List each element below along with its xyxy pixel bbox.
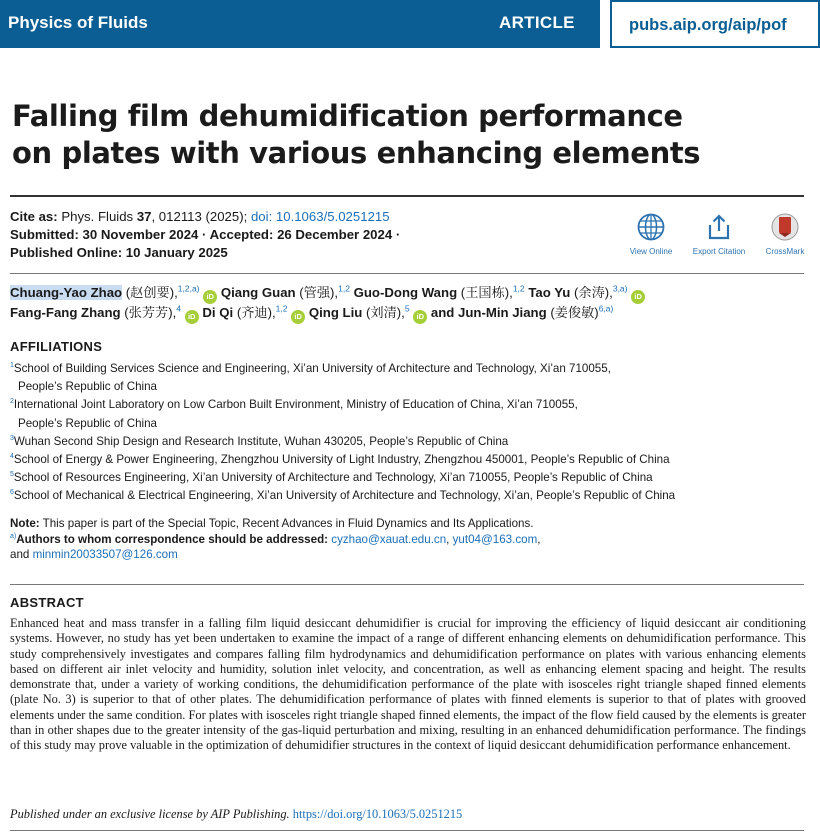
globe-icon xyxy=(636,212,666,242)
author-name[interactable]: and Jun-Min Jiang xyxy=(430,305,547,320)
affiliation-item xyxy=(10,360,810,396)
author-cn-name: (王国栋), xyxy=(457,285,513,300)
title-line: Falling film dehumidification performance xyxy=(12,99,683,133)
note-text: This paper is part of the Special Topic, Recent Advances in Fluid Dynamics and Its Applications. xyxy=(39,517,534,530)
affiliation-text-cont: People’s Republic of China xyxy=(18,380,158,394)
email-link[interactable]: minmin20033507@126.com xyxy=(32,548,178,561)
author-name[interactable]: Guo-Dong Wang xyxy=(353,285,458,300)
author-affil-sup: 5 xyxy=(404,303,410,314)
journal-header-bar xyxy=(0,0,600,48)
author-cn-name: (余涛), xyxy=(570,285,613,300)
author-name[interactable]: Tao Yu xyxy=(528,285,571,300)
affiliation-item xyxy=(10,433,810,451)
divider xyxy=(10,830,804,831)
affiliations-heading: AFFILIATIONS xyxy=(10,339,103,354)
affiliation-item xyxy=(10,396,810,432)
doi-link[interactable]: doi: 10.1063/5.0251215 xyxy=(250,209,390,224)
author-cn-name: (齐迪), xyxy=(233,305,276,320)
author-name[interactable]: Di Qi xyxy=(202,305,234,320)
affiliation-text: Wuhan Second Ship Design and Research Institute, Wuhan 430205, People’s Republic of China xyxy=(13,434,509,448)
abstract-heading: ABSTRACT xyxy=(10,595,84,610)
author-name[interactable]: Chuang-Yao Zhao xyxy=(10,285,123,300)
email-link[interactable]: cyzhao@xauat.edu.cn xyxy=(331,532,447,546)
accepted-date: 26 December 2024 xyxy=(277,227,393,242)
article-title xyxy=(12,98,732,172)
affiliation-item xyxy=(10,451,810,469)
author-affil-sup: 1,2,a) xyxy=(177,283,200,294)
orcid-icon[interactable]: iD xyxy=(291,310,305,324)
orcid-icon[interactable]: iD xyxy=(185,310,199,324)
accepted-label: Accepted: xyxy=(209,227,274,242)
correspondence-label: Authors to whom correspondence should be addressed: xyxy=(16,532,329,546)
view-online-label: View Online xyxy=(629,247,673,256)
author-affil-sup: 1,2 xyxy=(512,283,525,294)
affiliation-text: School of Building Services Science and Engineering, Xi’an University of Architecture and Technology, Xi’an 710055, xyxy=(13,362,611,375)
affiliation-text-cont: People’s Republic of China xyxy=(18,416,158,430)
author-cn-name: (赵创要), xyxy=(122,285,178,300)
citation-block: Cite as: Phys. Fluids 37, 012113 (2025); doi: 10.1063/5.0251215 Submitted: 30 November 2024 · Accepted: 26 December 2024 · Published Online: 10 January 2025 xyxy=(10,209,401,260)
author-cn-name: (张芳芳), xyxy=(120,305,177,320)
divider xyxy=(10,273,804,274)
abstract-text: Enhanced heat and mass transfer in a falling film liquid desiccant dehumidifier is crucial for improving the efficiency of liquid desiccant air conditioning systems. However, no study has yet been undertaken to examine the impact of a range of different enhancing elements on dehumidification performance. This study comprehensively investigates and compares falling film hydrodynamics and dehumidification performance on plates with various enhancing elements based on different air inlet velocity and humidity, solution inlet velocity, and concentration, as well as enhancing element spacing and height. The results demonstrate that, under a variety of working conditions, the dehumidification performance of the plate with isosceles right triangle shaped finned elements (plate No. 3) is superior to that of other plates. The dehumidification performance of plates with finned elements is superior to that of plates with grooved elements under the same condition. For plates with isosceles right triangle shaped finned elements, the impact of the flow field caused by the elements is greater than in other shapes due to the greater intensity of the gas-liquid perturbation and mixing, resulting in an enhanced dehumidification performance. The findings of this study may prove valuable in the optimization of dehumidifier structures in the context of liquid desiccant dehumidification performance enhancement. xyxy=(10,616,806,753)
author-name[interactable]: Fang-Fang Zhang xyxy=(10,305,121,320)
cite-journal: Phys. Fluids xyxy=(61,209,134,224)
affiliation-text: School of Energy & Power Engineering, Zhengzhou University of Light Industry, Zhengzhou 450001, People’s Republic of China xyxy=(13,453,670,467)
export-citation-button[interactable] xyxy=(684,212,754,256)
author-affil-sup: 1,2 xyxy=(275,303,288,314)
author-affil-sup: 4 xyxy=(176,303,182,314)
view-online-button[interactable] xyxy=(616,212,686,256)
affiliation-item xyxy=(10,469,810,487)
cite-rest: , 012113 (2025); xyxy=(151,209,248,224)
affiliation-number: 4 xyxy=(10,453,14,461)
affiliation-number: 5 xyxy=(10,471,14,479)
affiliation-text: International Joint Laboratory on Low Carbon Built Environment, Ministry of Education of China, Xi’an 710055, xyxy=(13,398,578,412)
affiliation-number: 3 xyxy=(10,434,14,442)
affiliation-number: 1 xyxy=(10,362,14,370)
journal-url-link[interactable]: pubs.aip.org/aip/pof xyxy=(629,16,787,34)
author-cn-name: (姜俊敏) xyxy=(546,305,599,320)
journal-url-box[interactable] xyxy=(610,0,820,48)
author-list xyxy=(10,284,810,324)
affiliation-item xyxy=(10,487,810,505)
journal-name[interactable]: Physics of Fluids xyxy=(8,13,148,32)
author-affil-sup: 3,a) xyxy=(612,283,628,294)
and-text: and xyxy=(10,548,30,561)
affiliation-number: 2 xyxy=(10,398,14,406)
author-cn-name: (刘清), xyxy=(362,305,405,320)
license-line xyxy=(10,807,462,822)
author-name[interactable]: Qiang Guan xyxy=(220,285,296,300)
crossmark-button[interactable] xyxy=(750,212,820,256)
correspondence-sup: a) xyxy=(10,532,17,540)
cite-label: Cite as: xyxy=(10,209,58,224)
affiliation-number: 6 xyxy=(10,489,14,497)
license-doi-link[interactable]: https://doi.org/10.1063/5.0251215 xyxy=(292,807,463,821)
author-affil-sup: 6,a) xyxy=(598,303,614,314)
article-notes: Note: This paper is part of the Special Topic, Recent Advances in Fluid Dynamics and Its Applications. $^{a)}$Authors to whom correspondence should be addressed: cyzhao@xauat.edu.cn, yut04@163.com, and minmin20033507@126.com xyxy=(10,517,541,561)
affiliation-text: School of Mechanical & Electrical Engineering, Xi’an University of Architecture and Technology, Xi’an, People’s Republic of China xyxy=(13,489,676,503)
orcid-icon[interactable]: iD xyxy=(413,310,427,324)
author-name[interactable]: Qing Liu xyxy=(308,305,363,320)
author-cn-name: (管强), xyxy=(295,285,339,300)
divider xyxy=(10,584,804,585)
title-line: on plates with various enhancing elements xyxy=(12,136,701,170)
export-citation-label: Export Citation xyxy=(692,247,746,256)
note-label: Note: xyxy=(10,517,40,530)
email-link[interactable]: yut04@163.com xyxy=(452,532,538,546)
author-affil-sup: 1,2 xyxy=(338,283,350,294)
affiliations-list xyxy=(10,360,810,506)
crossmark-icon xyxy=(770,212,800,242)
submitted-date: 30 November 2024 xyxy=(82,227,199,242)
license-text: Published under an exclusive license by AIP Publishing. xyxy=(10,807,290,821)
affiliation-text: School of Resources Engineering, Xi’an University of Architecture and Technology, Xi’an 710055, People’s Republic of China xyxy=(13,471,653,485)
published-label: Published Online: xyxy=(10,245,123,260)
orcid-icon[interactable]: iD xyxy=(203,290,217,304)
orcid-icon[interactable]: iD xyxy=(631,290,645,304)
divider xyxy=(10,195,804,197)
cite-volume: 37 xyxy=(136,209,152,224)
export-icon xyxy=(704,212,734,242)
submitted-label: Submitted: xyxy=(10,227,79,242)
crossmark-label: CrossMark xyxy=(765,247,805,256)
published-date: 10 January 2025 xyxy=(125,245,228,260)
article-type-label: ARTICLE xyxy=(499,13,575,32)
